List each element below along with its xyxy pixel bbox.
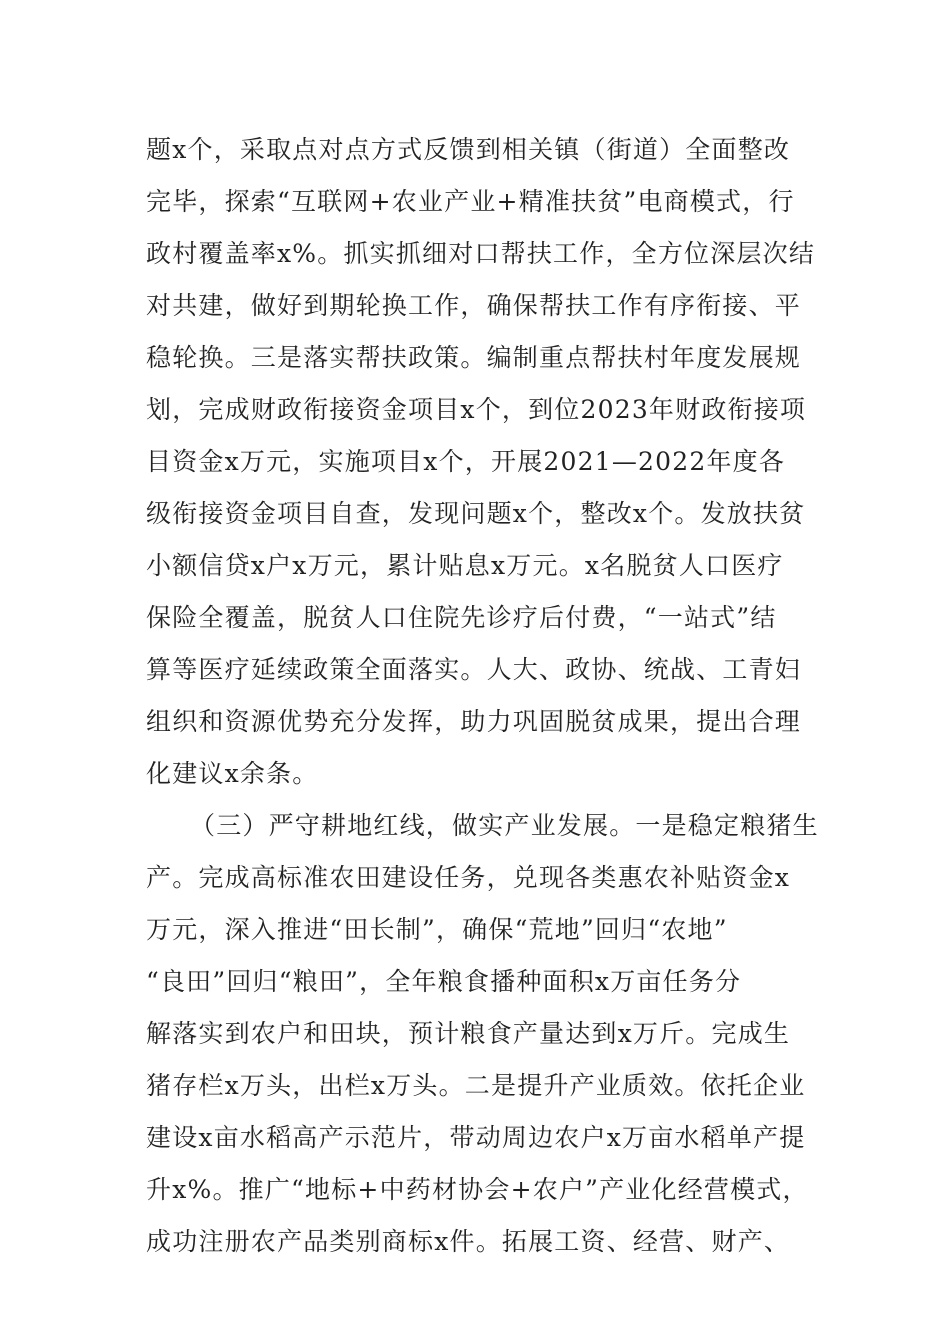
text-line: 成功注册农产品类别商标x件。拓展工资、经营、财产、 — [146, 1227, 791, 1256]
text-line: 稳轮换。三是落实帮扶政策。编制重点帮扶村年度发展规 — [146, 343, 802, 372]
text-line: 目资金x万元，实施项目x个，开展2021—2022年度各 — [146, 447, 786, 476]
text-line: 保险全覆盖，脱贫人口住院先诊疗后付费，“一站式”结 — [146, 603, 777, 632]
body-text — [146, 124, 826, 1268]
text-line: 化建议x余条。 — [146, 759, 319, 788]
text-line: 划，完成财政衔接资金项目x个，到位2023年财政衔接项 — [146, 395, 807, 424]
text-line: 建设x亩水稻高产示范片，带动周边农户x万亩水稻单产提 — [146, 1123, 806, 1152]
text-line: 升x%。推广“地标+中药材协会+农户”产业化经营模式， — [146, 1175, 809, 1204]
text-line: 题x个，采取点对点方式反馈到相关镇（街道）全面整改 — [146, 135, 791, 164]
text-line: 解落实到农户和田块，预计粮食产量达到x万斤。完成生 — [146, 1019, 791, 1048]
text-line: 对共建，做好到期轮换工作，确保帮扶工作有序衔接、平 — [146, 291, 802, 320]
text-line: 算等医疗延续政策全面落实。人大、政协、统战、工青妇 — [146, 655, 802, 684]
text-line: “良田”回归“粮田”，全年粮食播种面积x万亩任务分 — [146, 967, 742, 996]
text-line: 政村覆盖率x%。抓实抓细对口帮扶工作，全方位深层次结 — [146, 239, 816, 268]
text-line: 组织和资源优势充分发挥，助力巩固脱贫成果，提出合理 — [146, 707, 802, 736]
text-line: 完毕，探索“互联网+农业产业+精准扶贫”电商模式，行 — [146, 187, 795, 216]
text-line: 万元，深入推进“田长制”，确保“荒地”回归“农地” — [146, 915, 728, 944]
text-line: 级衔接资金项目自查，发现问题x个，整改x个。发放扶贫 — [146, 499, 806, 528]
text-line: 小额信贷x户x万元，累计贴息x万元。x名脱贫人口医疗 — [146, 551, 784, 580]
section-heading-line: （三）严守耕地红线，做实产业发展。一是稳定粮猪生 — [190, 811, 819, 840]
text-line: 猪存栏x万头，出栏x万头。二是提升产业质效。依托企业 — [146, 1071, 806, 1100]
text-line: 产。完成高标准农田建设任务，兑现各类惠农补贴资金x — [146, 863, 791, 892]
